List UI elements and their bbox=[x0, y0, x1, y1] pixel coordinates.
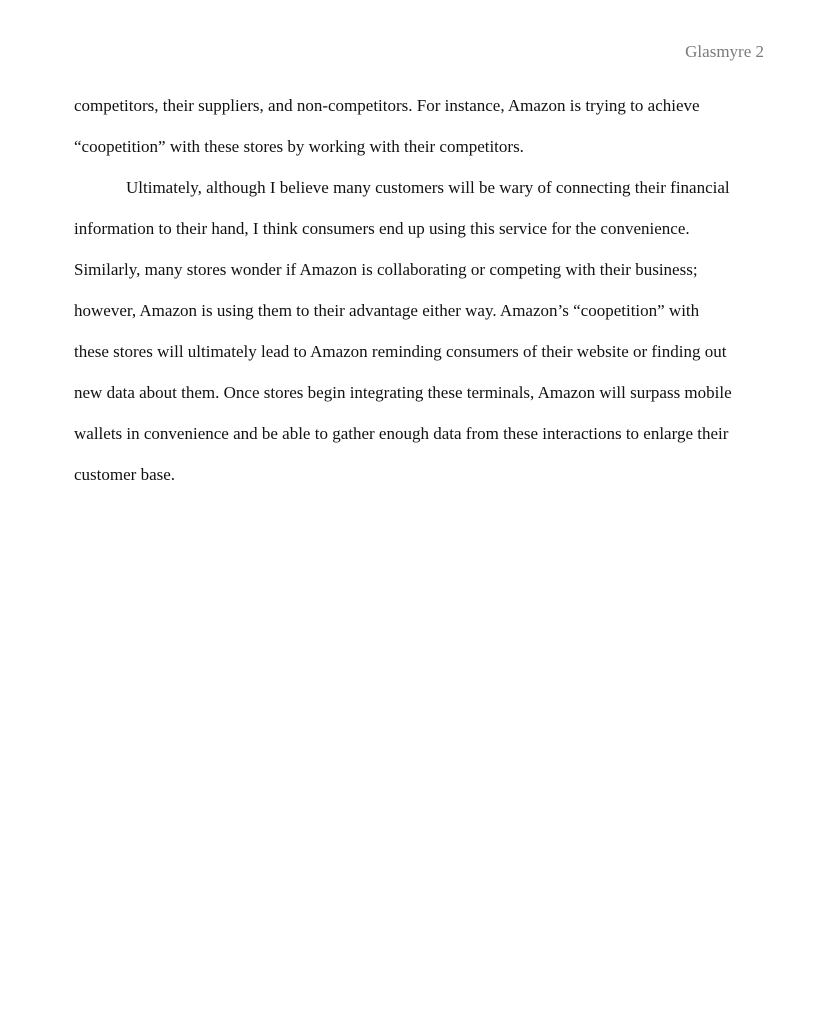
paragraph-conclusion bbox=[74, 173, 774, 501]
text-line: these stores will ultimately lead to Amazon reminding consumers of their website or finding out bbox=[74, 342, 727, 361]
text-line: Similarly, many stores wonder if Amazon is collaborating or competing with their business; bbox=[74, 260, 698, 279]
text-line: wallets in convenience and be able to gather enough data from these interactions to enlarge their bbox=[74, 424, 729, 443]
running-head: Glasmyre 2 bbox=[685, 42, 764, 61]
body-text bbox=[74, 91, 774, 501]
text-line: new data about them. Once stores begin integrating these terminals, Amazon will surpass mobile bbox=[74, 383, 732, 402]
text-line: Ultimately, although I believe many customers will be wary of connecting their financial bbox=[126, 178, 730, 197]
text-line: information to their hand, I think consumers end up using this service for the convenience. bbox=[74, 219, 690, 238]
text-line: customer base. bbox=[74, 465, 176, 484]
text-line: however, Amazon is using them to their advantage either way. Amazon’s “coopetition” with bbox=[74, 301, 700, 320]
paragraph-continuation bbox=[74, 91, 774, 173]
text-line: “coopetition” with these stores by working with their competitors. bbox=[74, 137, 524, 156]
text-line: competitors, their suppliers, and non-competitors. For instance, Amazon is trying to achieve bbox=[74, 96, 700, 115]
